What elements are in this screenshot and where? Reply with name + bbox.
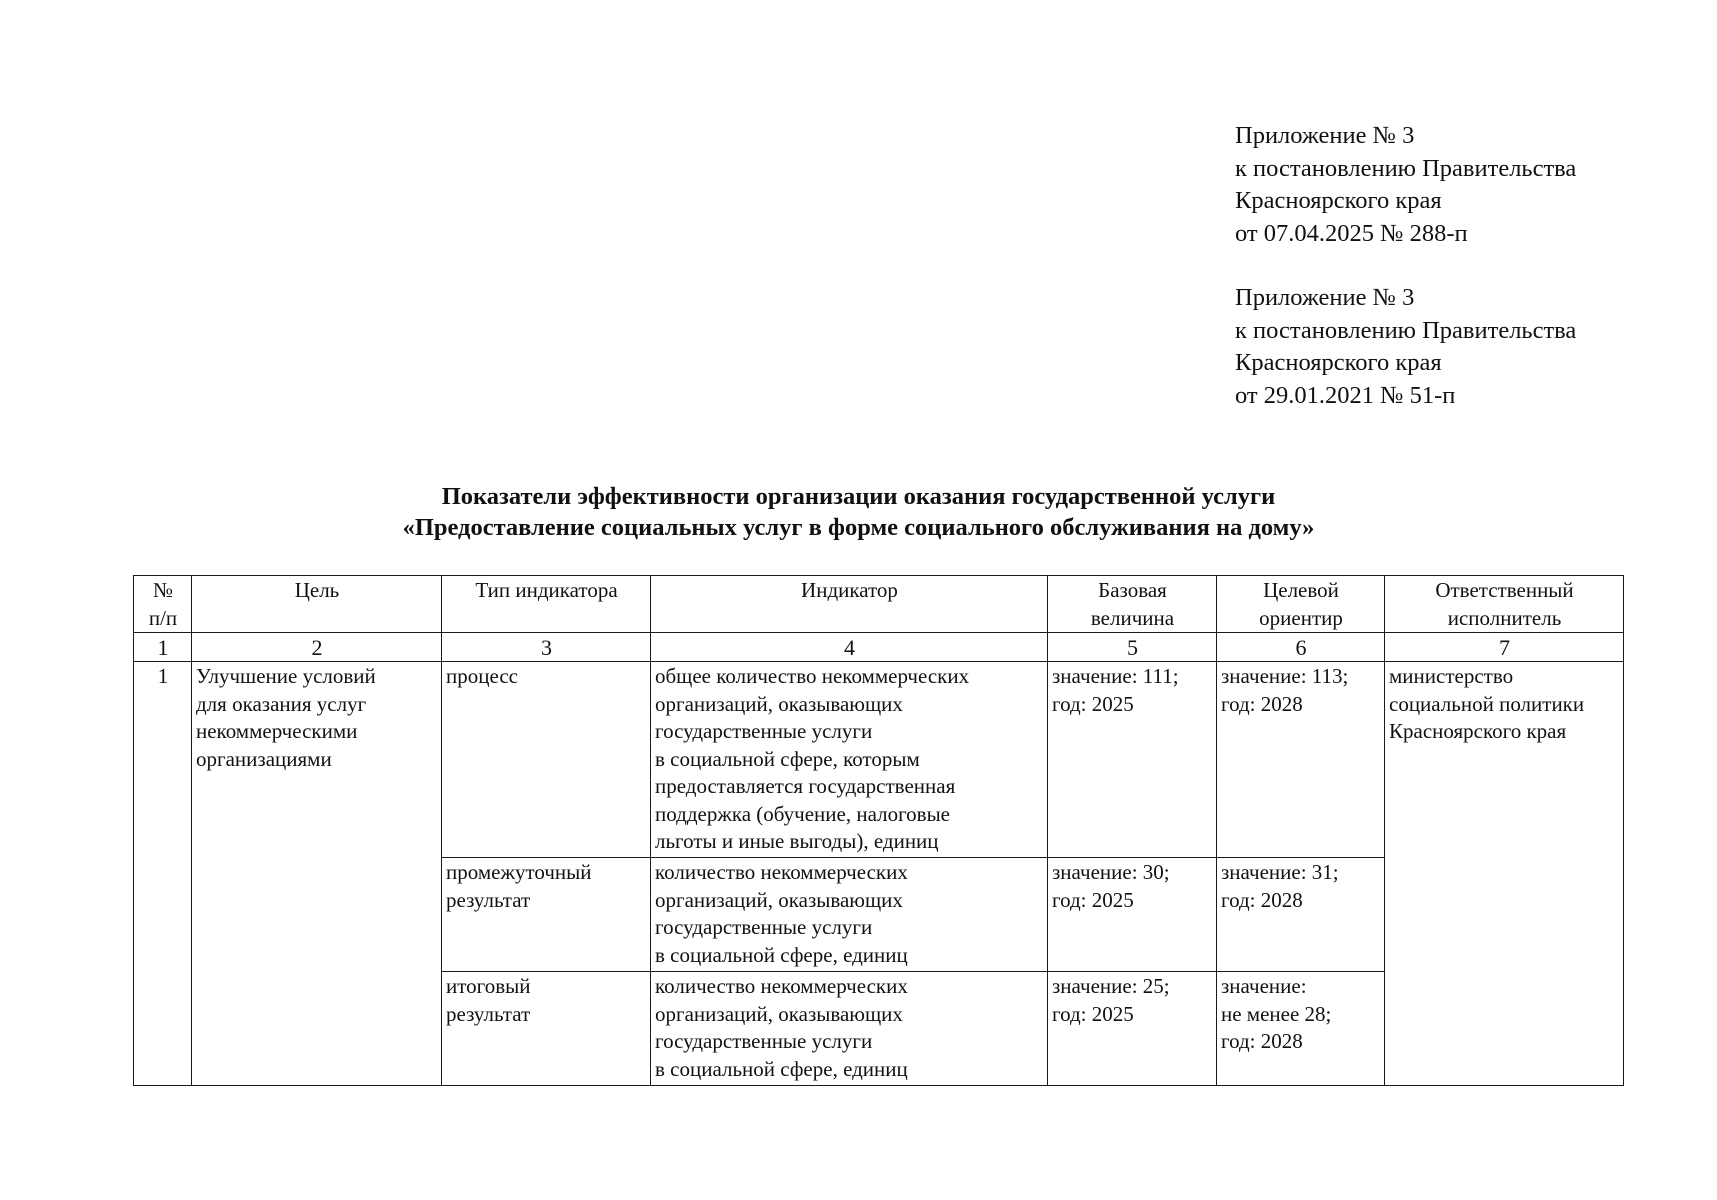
appendix-line: Красноярского края (1235, 187, 1442, 214)
appendix-block-current (1235, 120, 1576, 250)
responsible-cell: министерство социальной политики Красноярского края (1385, 662, 1624, 1086)
column-number: 3 (442, 633, 651, 662)
header-indicator-type: Тип индикатора (442, 576, 651, 633)
indicator-cell: общее количество некоммерческих организаций, оказывающих государственные услуги в социальной сфере, которым предоставляется государственная поддержка (обучение, налоговые льготы и иные выгоды), единиц (651, 662, 1048, 858)
base-value-cell: значение: 111; год: 2025 (1048, 662, 1217, 858)
appendix-line: Приложение № 3 (1235, 122, 1415, 149)
indicator-type-cell: процесс (442, 662, 651, 858)
table-header-row (134, 576, 1624, 633)
base-value-cell: значение: 25; год: 2025 (1048, 972, 1217, 1086)
header-indicator: Индикатор (651, 576, 1048, 633)
base-value-cell: значение: 30; год: 2025 (1048, 858, 1217, 972)
target-cell: значение: не менее 28; год: 2028 (1217, 972, 1385, 1086)
indicator-type-cell: итоговый результат (442, 972, 651, 1086)
column-number: 5 (1048, 633, 1217, 662)
indicator-cell: количество некоммерческих организаций, оказывающих государственные услуги в социальной сфере, единиц (651, 972, 1048, 1086)
column-number-row (134, 633, 1624, 662)
header-base-value: Базовая величина (1048, 576, 1217, 633)
target-cell: значение: 31; год: 2028 (1217, 858, 1385, 972)
appendix-line: Приложение № 3 (1235, 284, 1415, 311)
appendix-line: к постановлению Правительства (1235, 316, 1577, 344)
column-number: 7 (1385, 633, 1624, 662)
appendix-line: от 07.04.2025 № 288-п (1235, 219, 1468, 247)
column-number: 2 (192, 633, 442, 662)
title-line-1: Показатели эффективности организации оказания государственной услуги (441, 483, 1276, 510)
table-row (134, 662, 1624, 858)
indicator-type-cell: промежуточный результат (442, 858, 651, 972)
indicators-table (133, 575, 1624, 1086)
column-number: 1 (134, 633, 192, 662)
appendix-line: Красноярского края (1235, 349, 1442, 376)
header-goal: Цель (192, 576, 442, 633)
header-target: Целевой ориентир (1217, 576, 1385, 633)
header-responsible: Ответственный исполнитель (1385, 576, 1624, 633)
document-title (0, 481, 1717, 543)
appendix-line: к постановлению Правительства (1235, 154, 1577, 182)
target-cell: значение: 113; год: 2028 (1217, 662, 1385, 858)
appendix-line: от 29.01.2021 № 51-п (1235, 381, 1456, 409)
goal-cell: Улучшение условий для оказания услуг некоммерческими организациями (192, 662, 442, 1086)
column-number: 6 (1217, 633, 1385, 662)
indicator-cell: количество некоммерческих организаций, оказывающих государственные услуги в социальной сфере, единиц (651, 858, 1048, 972)
row-number-cell: 1 (134, 662, 192, 1086)
appendix-block-original (1235, 282, 1576, 412)
column-number: 4 (651, 633, 1048, 662)
title-line-2: «Предоставление социальных услуг в форме социального обслуживания на дому» (402, 514, 1315, 541)
header-number: № п/п (134, 576, 192, 633)
